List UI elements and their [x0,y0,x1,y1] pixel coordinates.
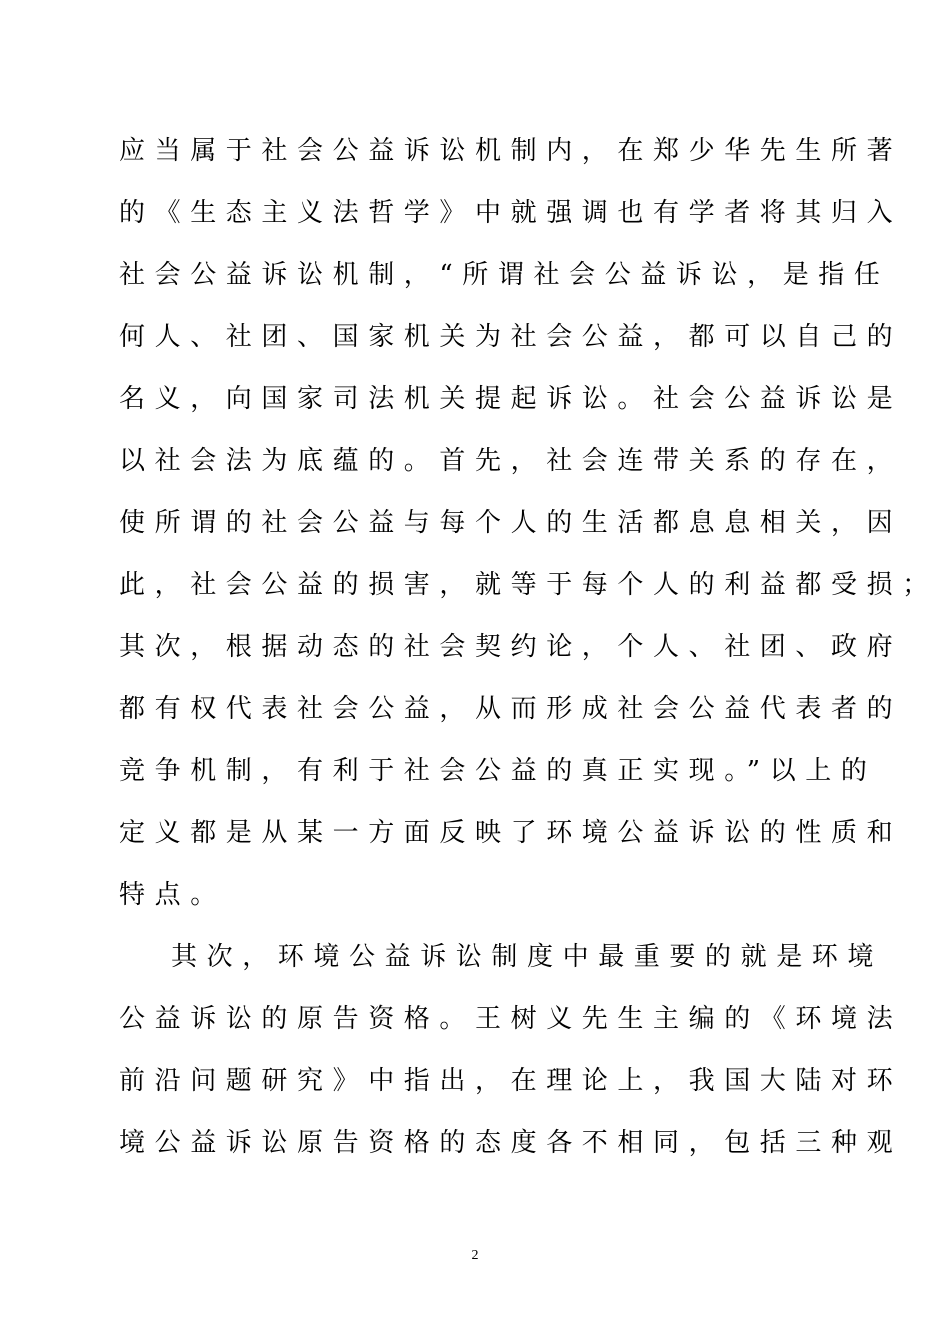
text-line: 都有权代表社会公益，从而形成社会公益代表者的 [119,694,903,724]
text-line: 何人、社团、国家机关为社会公益，都可以自己的 [119,322,903,352]
text-line: 定义都是从某一方面反映了环境公益诉讼的性质和 [119,818,903,848]
text-line: 以社会法为底蕴的。首先，社会连带关系的存在， [119,446,903,476]
text-line: 名义，向国家司法机关提起诉讼。社会公益诉讼是 [119,384,903,414]
text-line: 应当属于社会公益诉讼机制内，在郑少华先生所著 [119,136,903,166]
text-line: 竞争机制，有利于社会公益的真正实现。”以上的 [119,756,877,786]
text-line: 此，社会公益的损害，就等于每个人的利益都受损； [119,570,938,600]
text-line: 使所谓的社会公益与每个人的生活都息息相关，因 [119,508,903,538]
text-line: 其次，根据动态的社会契约论，个人、社团、政府 [119,632,903,662]
page-number: 2 [471,1248,479,1263]
text-line: 的《生态主义法哲学》中就强调也有学者将其归入 [119,198,903,228]
text-line: 公益诉讼的原告资格。王树义先生主编的《环境法 [119,1004,903,1034]
text-line: 前沿问题研究》中指出，在理论上，我国大陆对环 [119,1066,903,1096]
text-line: 境公益诉讼原告资格的态度各不相同，包括三种观 [119,1128,903,1158]
document-body [119,120,938,1174]
text-line: 特点。 [119,880,226,910]
paragraph-first-line: 其次，环境公益诉讼制度中最重要的就是环境 [171,942,884,972]
text-line: 社会公益诉讼机制，“所谓社会公益诉讼，是指任 [119,260,890,290]
